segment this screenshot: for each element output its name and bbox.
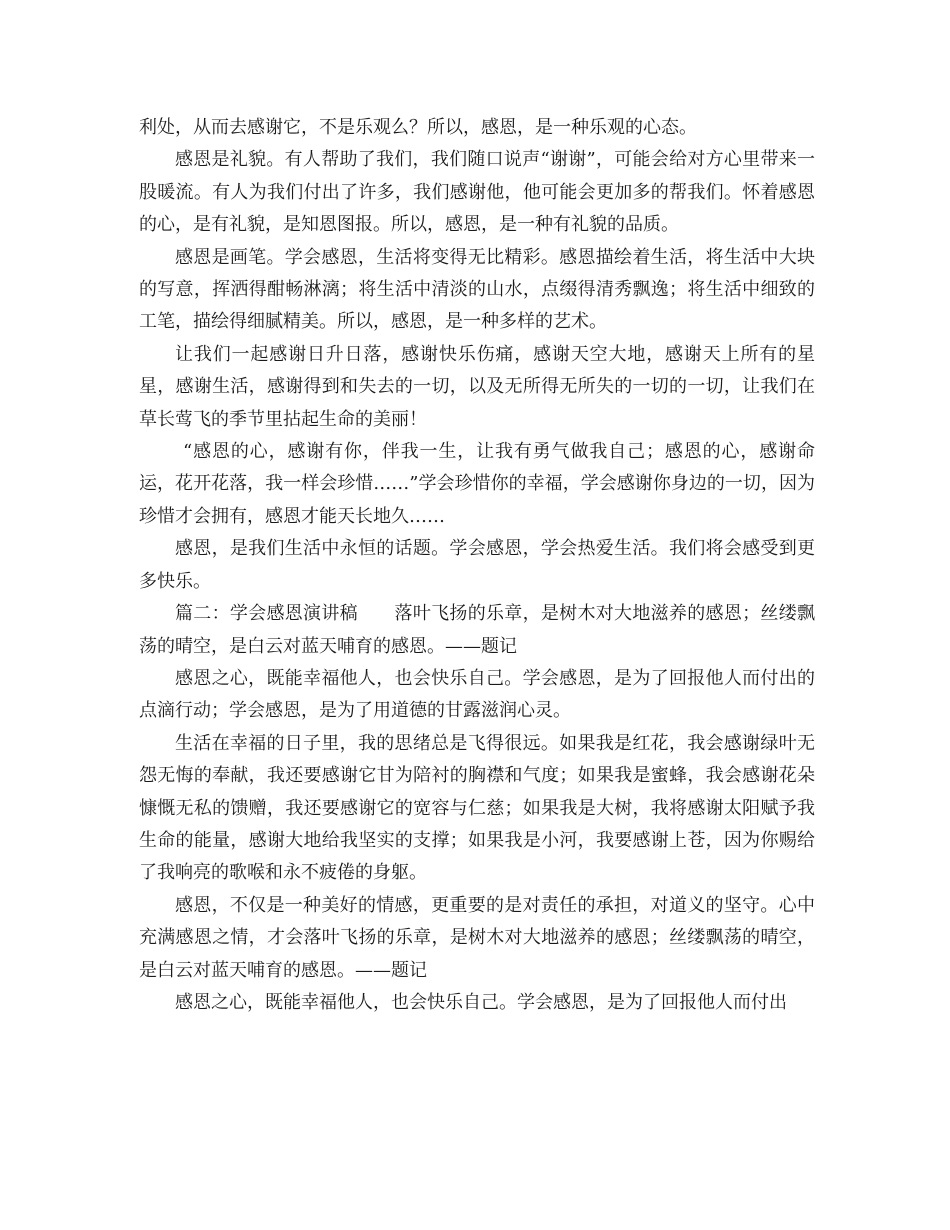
document-body (139, 112, 815, 1019)
paragraph-paintbrush: 感恩是画笔。学会感恩，生活将变得无比精彩。感恩描绘着生活，将生活中大块的写意，挥洒得酣畅淋漓；将生活中清淡的山水，点缀得清秀飘逸；将生活中细致的工笔，描绘得细腻精美。所以，感恩，是一种多样的艺术。 (139, 246, 815, 333)
paragraph-politeness: 感恩是礼貌。有人帮助了我们，我们随口说声“谢谢”，可能会给对方心里带来一股暖流。有人为我们付出了许多，我们感谢他，他可能会更加多的帮我们。怀着感恩的心，是有礼貌，是知恩图报。所以，感恩，是一种有礼貌的品质。 (139, 149, 815, 236)
paragraph-happy-days: 生活在幸福的日子里，我的思绪总是飞得很远。如果我是红花，我会感谢绿叶无怨无悔的奉献，我还要感谢它甘为陪衬的胸襟和气度；如果我是蜜蜂，我会感谢花朵慷慨无私的馈赠，我还要感谢它的宽容与仁慈；如果我是大树，我将感谢太阳赋予我生命的能量，感谢大地给我坚实的支撑；如果我是小河，我要感谢上苍，因为你赐给了我响亮的歌喉和永不疲倦的身躯。 (139, 732, 815, 884)
paragraph-continued: 利处，从而去感谢它，不是乐观么？所以，感恩，是一种乐观的心态。 (139, 117, 697, 138)
paragraph-grateful-heart-repeat: 感恩之心，既能幸福他人，也会快乐自己。学会感恩，是为了回报他人而付出 (175, 991, 787, 1013)
paragraph-song-quote: “感恩的心，感谢有你，伴我一生，让我有勇气做我自己；感恩的心，感谢命运，花开花落，我一样会珍惜……”学会珍惜你的幸福，学会感谢你身边的一切，因为珍惜才会拥有，感恩才能天长地久…… (139, 441, 815, 527)
paragraph-grateful-heart: 感恩之心，既能幸福他人，也会快乐自己。学会感恩，是为了回报他人而付出的点滴行动；学会感恩，是为了用道德的甘露滋润心灵。 (139, 667, 815, 722)
paragraph-thank-everything: 让我们一起感谢日升日落，感谢快乐伤痛，感谢天空大地，感谢天上所有的星星，感谢生活，感谢得到和失去的一切，以及无所得无所失的一切的一切，让我们在草长莺飞的季节里拈起生命的美丽！ (139, 343, 815, 430)
paragraph-eternal-topic: 感恩，是我们生活中永恒的话题。学会感恩，学会热爱生活。我们将会感受到更多快乐。 (139, 538, 815, 592)
paragraph-responsibility: 感恩，不仅是一种美好的情感，更重要的是对责任的承担，对道义的坚守。心中充满感恩之情，才会落叶飞扬的乐章，是树木对大地滋养的感恩；丝缕飘荡的晴空，是白云对蓝天哺育的感恩。——题记 (139, 894, 815, 981)
paragraph-part-two-heading: 篇二：学会感恩演讲稿 落叶飞扬的乐章，是树木对大地滋养的感恩；丝缕飘荡的晴空，是白云对蓝天哺育的感恩。——题记 (139, 603, 815, 657)
